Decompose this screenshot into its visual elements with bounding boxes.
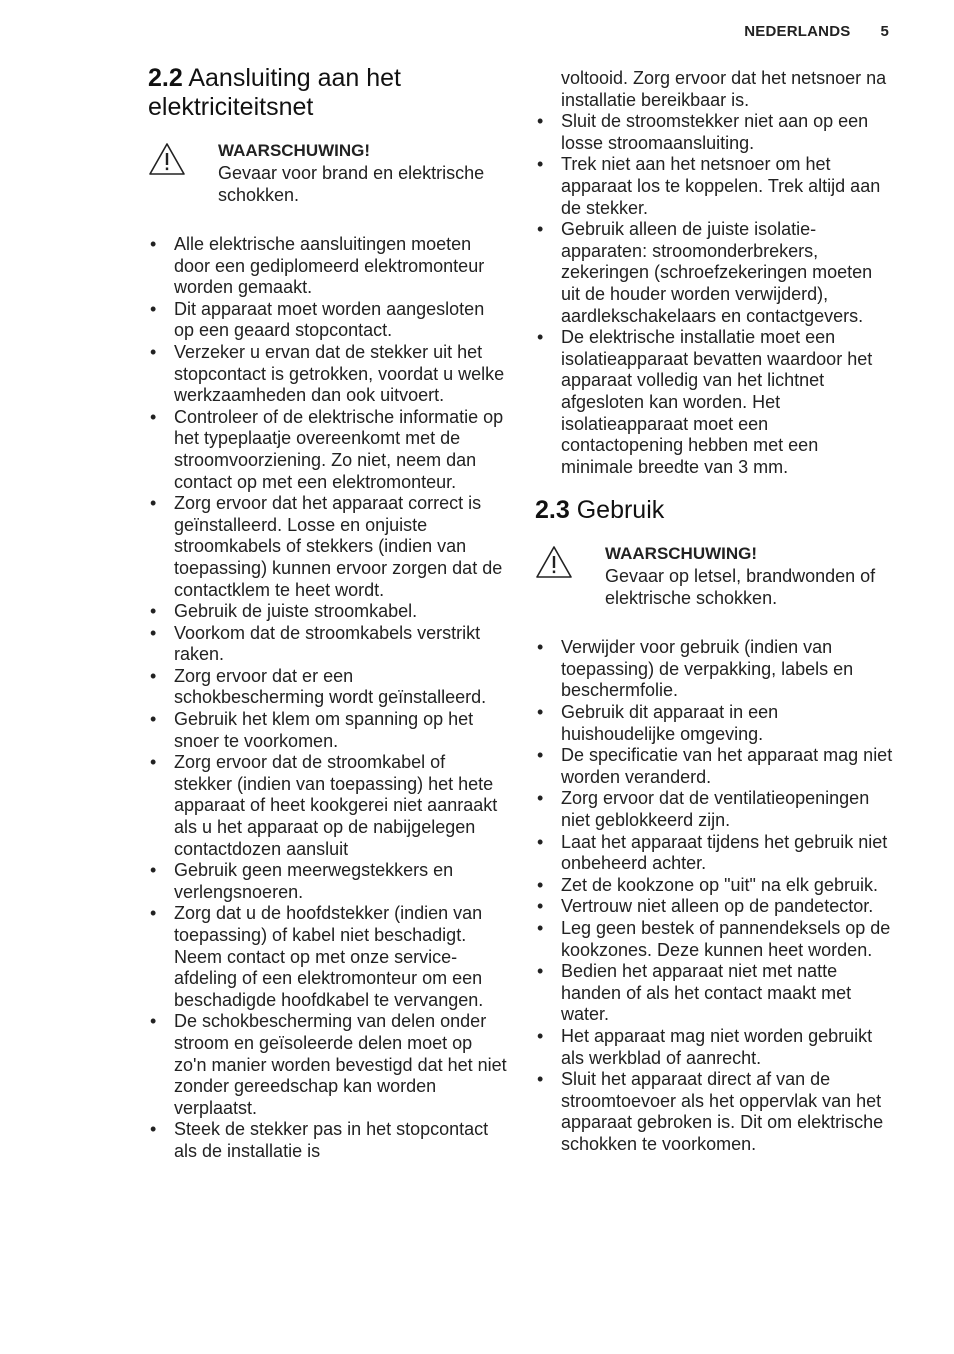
- warning-triangle-icon: [148, 140, 218, 181]
- list-item: • Steek de stekker pas in het stopcontact als de installatie is: [150, 1119, 489, 1161]
- section-number: 2.3: [535, 496, 570, 525]
- list-item: • De elektrische installatie moet een isolatieapparaat bevatten waardoor het apparaat volledig van het lichtnet afgesloten kan worden. Het isolatieapparaat moet een contactopening hebben met een minimale breedte van 3 mm.: [537, 327, 873, 477]
- bullet-list: [535, 637, 895, 1155]
- list-item: • Dit apparaat moet worden aangesloten op een geaard stopcontact.: [150, 298, 485, 341]
- section-heading-2-3: [535, 496, 895, 525]
- list-item: • Vertrouw niet alleen op de pandetector.: [537, 896, 874, 917]
- page-number: 5: [880, 23, 889, 40]
- list-item: • Het apparaat mag niet worden gebruikt als werkblad of aanrecht.: [537, 1025, 873, 1068]
- list-item: • Laat het apparaat tijdens het gebruik niet onbeheerd achter.: [537, 831, 888, 874]
- list-item: • Controleer of de elektrische informatie op het typeplaatje overeenkomt met de stroomvoorziening. Zo niet, neem dan contact op met een elektromonteur.: [150, 406, 504, 492]
- list-item: • Verzeker u ervan dat de stekker uit het stopcontact is getrokken, voordat u welke werkzaamheden dan ook uitvoert.: [150, 341, 505, 406]
- warning-box: [148, 140, 508, 206]
- section-number: 2.2: [148, 64, 183, 92]
- list-item: • Trek niet aan het netsnoer om het apparaat los te koppelen. Trek altijd aan de stekker.: [537, 154, 881, 218]
- list-item: • Zet de kookzone op "uit" na elk gebruik.: [537, 874, 878, 895]
- right-column: [535, 68, 895, 1156]
- list-item: • Leg geen bestek of pannendeksels op de kookzones. Deze kunnen heet worden.: [537, 918, 891, 960]
- list-item: • Verwijder voor gebruik (indien van toepassing) de verpakking, labels en beschermfolie.: [537, 637, 854, 701]
- list-item: • Gebruik geen meerwegstekkers en verlengsnoeren.: [150, 860, 454, 902]
- list-item: • Gebruik alleen de juiste isolatie-apparaten: stroomonderbrekers, zekeringen (schroefzekeringen moeten uit de houder worden verwijderd), aardlekschakelaars en contactgevers.: [537, 219, 873, 326]
- warning-box: [535, 543, 895, 609]
- list-item-continuation: voltooid. Zorg ervoor dat het netsnoer na installatie bereikbaar is.: [561, 68, 887, 110]
- page-header: [744, 23, 889, 40]
- warning-triangle-icon: [535, 543, 605, 584]
- list-item: • Bedien het apparaat niet met natte handen of als het contact maakt met water.: [537, 961, 852, 1025]
- list-item: • Sluit het apparaat direct af van de stroomtoevoer als het oppervlak van het apparaat gebroken is. Dit om elektrische schokken te voorkomen.: [537, 1069, 884, 1154]
- language-label: NEDERLANDS: [744, 23, 851, 40]
- warning-title: WAARSCHUWING!: [605, 544, 758, 564]
- list-item: • Sluit de stroomstekker niet aan op een losse stroomaansluiting.: [537, 111, 869, 153]
- list-item: • Voorkom dat de stroomkabels verstrikt raken.: [150, 622, 481, 665]
- section-title: Aansluiting aan het elektriciteitsnet: [148, 64, 402, 121]
- list-item: • De specificatie van het apparaat mag niet worden veranderd.: [537, 745, 893, 787]
- bullet-list: [535, 111, 895, 478]
- list-item: • Gebruik het klem om spanning op het snoer te voorkomen.: [150, 709, 474, 751]
- list-item: • De schokbescherming van delen onder stroom en geïsoleerde delen moet op zo'n manier worden bevestigd dat het niet zonder gereedschap kan worden verplaatst.: [150, 1011, 507, 1118]
- list-item: • Zorg ervoor dat de stroomkabel of stekker (indien van toepassing) het hete apparaat of heet kookgerei niet aanraakt als u het apparaat op de nabijgelegen contactdozen aansluit: [150, 752, 498, 859]
- bullet-list: [148, 234, 508, 1163]
- list-item: • Alle elektrische aansluitingen moeten door een gediplomeerd elektromonteur worden gemaakt.: [150, 234, 485, 298]
- warning-text: Gevaar op letsel, brandwonden of elektrische schokken.: [605, 566, 876, 609]
- list-item: • Gebruik dit apparaat in een huishoudelijke omgeving.: [537, 702, 779, 744]
- list-item: • Zorg dat u de hoofdstekker (indien van toepassing) of kabel niet beschadigt. Neem contact op met onze service-afdeling of een elektromonteur om een beschadigde hoofdkabel te vervangen.: [150, 903, 484, 1010]
- warning-title: WAARSCHUWING!: [218, 141, 371, 160]
- section-heading-2-2: [148, 64, 508, 122]
- warning-text: Gevaar voor brand en elektrische schokken.: [218, 163, 485, 205]
- list-item: • Gebruik de juiste stroomkabel.: [150, 601, 418, 622]
- section-title: Gebruik: [576, 496, 665, 525]
- left-column: [148, 64, 508, 1163]
- list-item: • Zorg ervoor dat het apparaat correct is geïnstalleerd. Losse en onjuiste stroomkabels of stekkers (indien van toepassing) kunnen ervoor zorgen dat de contactklem te heet wordt.: [150, 493, 503, 600]
- list-item: • Zorg ervoor dat er een schokbescherming wordt geïnstalleerd.: [150, 665, 487, 708]
- list-item: • Zorg ervoor dat de ventilatieopeningen niet geblokkeerd zijn.: [537, 788, 870, 831]
